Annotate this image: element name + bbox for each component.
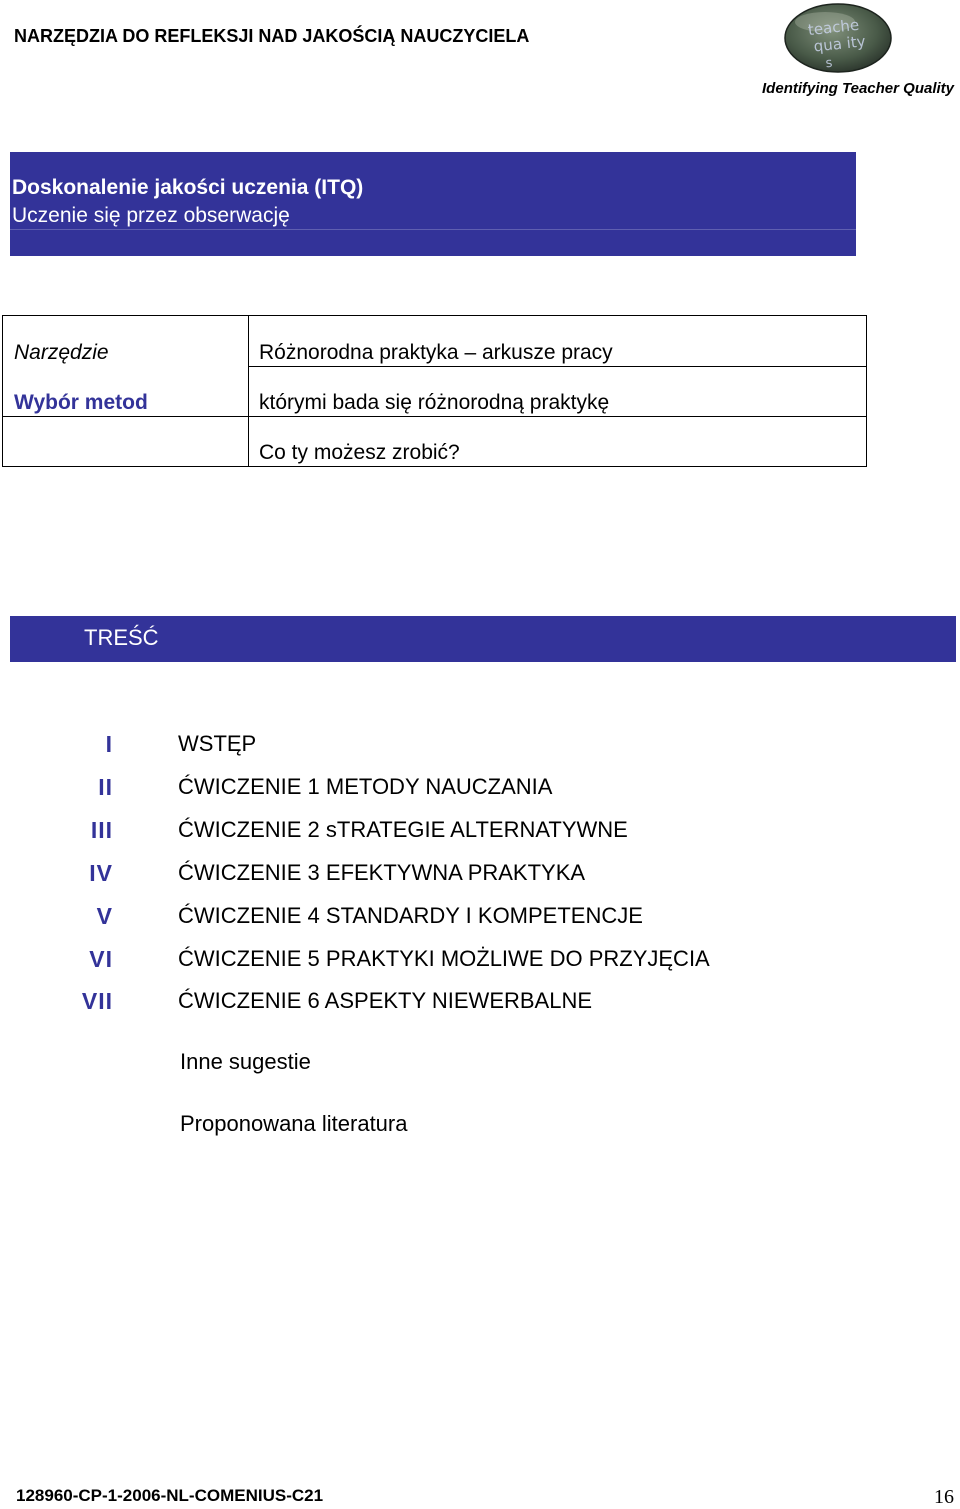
page-number: 16 [934,1486,954,1508]
teacher-quality-logo [783,2,893,74]
roman-numeral: II [98,774,113,800]
tool-label: Narzędzie [14,341,109,364]
method-label: Wybór metod [14,391,148,414]
roman-numeral: V [96,903,113,929]
banner-divider [10,229,856,230]
svg-text:teache: teache [807,15,860,40]
roman-numeral: IV [89,860,113,886]
roman-numeral: III [90,817,113,843]
roman-numeral: VI [89,946,113,972]
banner-title: Doskonalenie jakości uczenia (ITQ) [12,176,364,199]
tool-info-table [2,315,867,467]
tool-value: Różnorodna praktyka – arkusze pracy [259,341,613,364]
table-row-divider [3,416,866,417]
contents-item: WSTĘP [178,731,257,756]
contents-item: ĆWICZENIE 2 sTRATEGIE ALTERNATYWNE [178,817,628,842]
other-suggestions: Inne sugestie [180,1049,311,1074]
banner-subtitle: Uczenie się przez obserwację [12,204,290,227]
contents-item: ĆWICZENIE 3 EFEKTYWNA PRAKTYKA [178,860,586,885]
contents-heading: TREŚĆ [84,625,159,650]
svg-text:s: s [824,55,834,72]
table-row-divider [248,366,866,367]
contents-item: ĆWICZENIE 6 ASPEKTY NIEWERBALNE [178,988,593,1013]
proposed-literature: Proponowana literatura [180,1111,408,1136]
document-header-title: NARZĘDZIA DO REFLEKSJI NAD JAKOŚCIĄ NAUCZYCIELA [14,26,530,46]
method-value: którymi bada się różnorodną praktykę [259,391,610,414]
table-column-divider [248,316,249,466]
question-text: Co ty możesz zrobić? [259,441,460,464]
contents-item: ĆWICZENIE 5 PRAKTYKI MOŻLIWE DO PRZYJĘCIA [178,946,710,971]
contents-item: ĆWICZENIE 4 STANDARDY I KOMPETENCJE [178,903,643,928]
contents-item: ĆWICZENIE 1 METODY NAUCZANIA [178,774,553,799]
roman-numeral: VII [81,988,113,1014]
project-code: 128960-CP-1-2006-NL-COMENIUS-C21 [16,1486,324,1505]
roman-numeral: I [105,731,113,757]
document-header-subtitle: Identifying Teacher Quality [762,80,954,97]
svg-text:qua ity: qua ity [812,32,867,56]
